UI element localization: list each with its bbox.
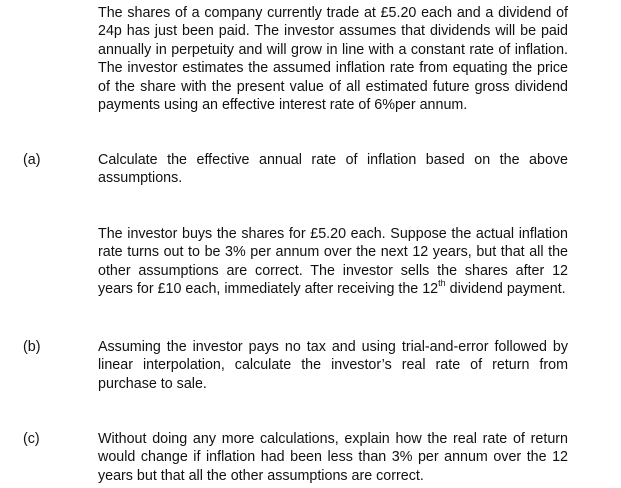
scenario-paragraph: [98, 225, 568, 299]
part-b-label: (b): [23, 339, 41, 355]
part-b-question: Assuming the investor pays no tax and using trial-and-error followed by linear interpolation, calculate the investor’s real rate of return from purchase to sale.: [98, 339, 568, 392]
part-a-question: Calculate the effective annual rate of inflation based on the above assumptions.: [98, 152, 568, 187]
part-a-label: (a): [23, 152, 41, 168]
intro-paragraph: The shares of a company currently trade at £5.20 each and a dividend of 24p has just been paid. The investor assumes that dividends will be paid annually in perpetuity and will grow in line with a constant rate of inflation. The investor estimates the assumed inflation rate from equating the price of the share with the present value of all estimated future gross dividend payments using an effective interest rate of 6%per annum.: [98, 5, 568, 114]
scenario-text-end: dividend payment.: [445, 281, 566, 298]
scenario-text: The investor buys the shares for £5.20 each. Suppose the actual inflation rate turns out to be 3% per annum over the next 12 years, but that all the other assumptions are correct. The investor sells the shares after 12 years for £10 each, immediately after receiving the 12: [98, 226, 568, 298]
part-c-question: Without doing any more calculations, explain how the real rate of return would change if inflation had been less than 3% per annum over the 12 years but that all the other assumptions are correct.: [98, 431, 568, 484]
ordinal-superscript: th: [438, 278, 446, 289]
part-c-label: (c): [23, 431, 40, 447]
